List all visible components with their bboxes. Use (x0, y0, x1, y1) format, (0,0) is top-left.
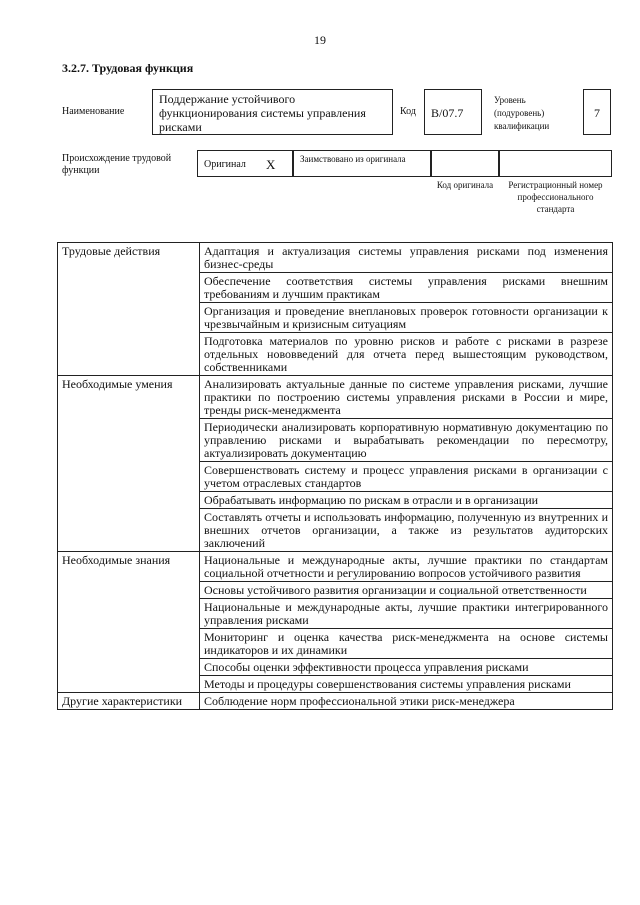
item-text: Обеспечение соответствия системы управления рисками внешним требованиям и лучшим практикам (200, 273, 613, 303)
item-text: Национальные и международные акты, лучшие практики интегрированного управления рисками (200, 599, 613, 629)
item-text: Национальные и международные акты, лучшие практики по стандартам социальной отчетности и регулированию вопросов устойчивого развития (200, 552, 613, 582)
item-text: Адаптация и актуализация системы управления рисками под изменения бизнес-среды (200, 243, 613, 273)
borrowed-box (293, 150, 431, 177)
item-text: Анализировать актуальные данные по системе управления рисками, лучшие практики по построению системы управления рисками в России и мире, тренды риск-менеджмента (200, 376, 613, 419)
function-name-box (152, 89, 393, 135)
item-text: Подготовка материалов по уровню рисков и работе с рисками в разрезе отдельных нововведений для отчета перед вышестоящим руководством, собственниками (200, 333, 613, 376)
item-text: Соблюдение норм профессиональной этики риск-менеджера (200, 693, 613, 710)
item-text: Обрабатывать информацию по рискам в отрасли и в организации (200, 492, 613, 509)
original-label: Оригинал (204, 159, 246, 170)
code-box (424, 89, 482, 135)
level-box (583, 89, 611, 135)
reg-number-label: Регистрационный номер профессионального стандарта (508, 180, 603, 214)
function-name-value: Поддержание устойчивого функционирования системы управления рисками (159, 92, 366, 134)
item-text: Составлять отчеты и использовать информацию, полученную из внутренних и внешних отчетов организации, а также из результатов аудиторских заключений (200, 509, 613, 552)
item-text: Организация и проведение внеплановых проверок готовности организации к чрезвычайным и кризисным ситуациям (200, 303, 613, 333)
category-label: Необходимые умения (58, 376, 200, 552)
level-label: Уровень (подуровень) квалификации (494, 95, 550, 131)
origin-label: Происхождение трудовой функции (62, 153, 172, 176)
category-label: Необходимые знания (58, 552, 200, 693)
function-table (57, 242, 613, 710)
level-value: 7 (594, 106, 600, 120)
item-text: Совершенствовать систему и процесс управления рисками в организации с учетом отраслевых стандартов (200, 462, 613, 492)
table-row (58, 243, 613, 273)
code-value: B/07.7 (431, 106, 464, 120)
item-text: Методы и процедуры совершенствования системы управления рисками (200, 676, 613, 693)
category-label: Трудовые действия (58, 243, 200, 376)
item-text: Периодически анализировать корпоративную нормативную документацию по управлению рисками и вырабатывать рекомендации по пересмотру, актуализировать документацию (200, 419, 613, 462)
original-mark: X (266, 157, 276, 172)
table-row (58, 693, 613, 710)
original-box (197, 150, 293, 177)
item-text: Основы устойчивого развития организации и социальной ответственности (200, 582, 613, 599)
code-original-label: Код оригинала (436, 180, 494, 190)
table-row (58, 552, 613, 582)
item-text: Способы оценки эффективности процесса управления рисками (200, 659, 613, 676)
name-label: Наименование (62, 106, 125, 117)
code-original-box (431, 150, 499, 177)
table-row (58, 376, 613, 419)
borrowed-label: Заимствовано из оригинала (300, 154, 406, 164)
item-text: Мониторинг и оценка качества риск-менеджмента на основе системы индикаторов и их динамики (200, 629, 613, 659)
page-number: 19 (314, 33, 326, 47)
category-label: Другие характеристики (58, 693, 200, 710)
section-title: 3.2.7. Трудовая функция (62, 61, 194, 75)
reg-number-box (499, 150, 612, 177)
code-label: Код (400, 106, 416, 117)
